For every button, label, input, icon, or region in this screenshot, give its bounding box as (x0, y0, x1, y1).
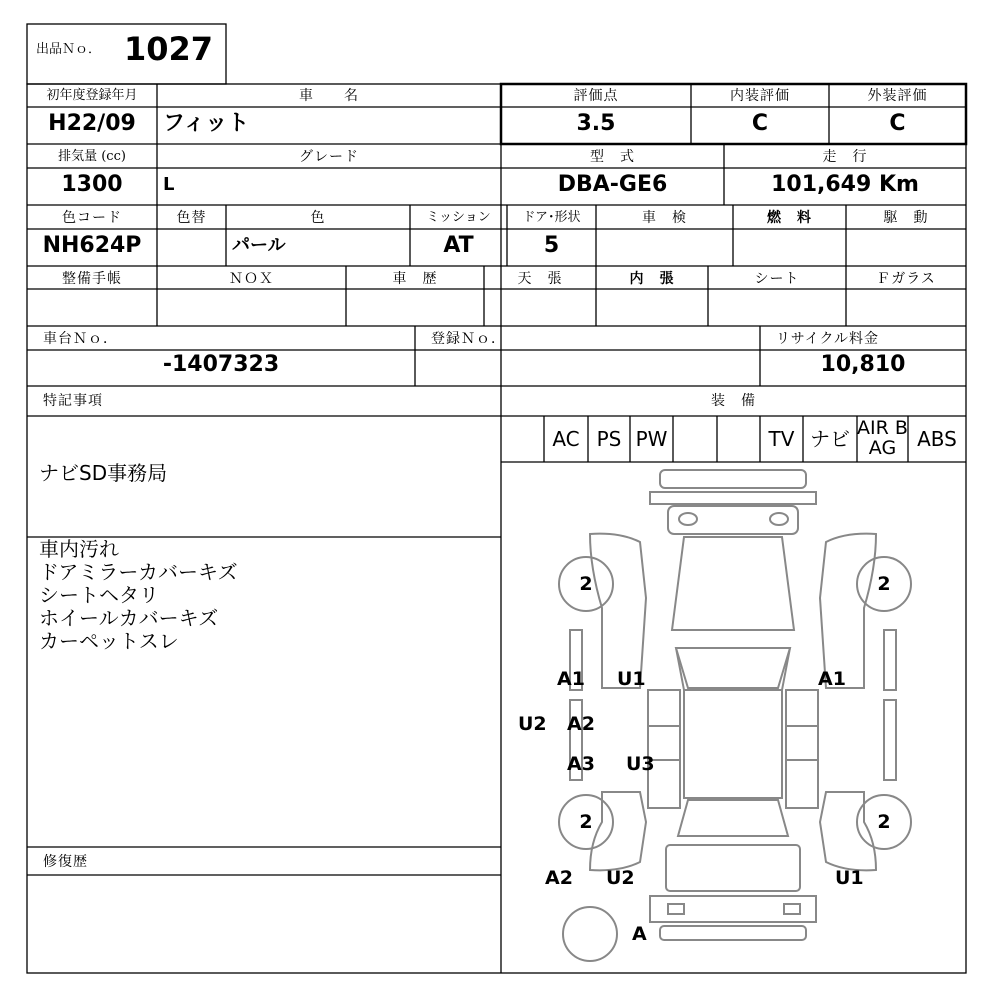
interior-header: 内装評価 (730, 88, 790, 104)
car-name-header: 車 名 (299, 88, 359, 104)
mileage-header: 走 行 (822, 149, 868, 165)
sunroof-header: 天 張 (517, 271, 563, 287)
damage-mark: U1 (617, 668, 646, 690)
transmission-header: ミッション (426, 210, 491, 225)
tire-rear-left-mark: 2 (579, 811, 593, 833)
equipment-ac: AC (552, 427, 580, 451)
first-reg-value: H22/09 (48, 111, 136, 136)
equipment-header: 装 備 (711, 393, 756, 409)
recycle-value: 10,810 (820, 352, 906, 377)
car-name-value: フィット (163, 111, 250, 136)
drive-header: 駆 動 (883, 210, 929, 226)
equipment-abs: ABS (917, 427, 957, 451)
registration-header: 登録Ｎｏ． (431, 331, 506, 347)
damage-mark: A1 (818, 668, 846, 690)
interior-trim-header: 内 張 (629, 271, 675, 287)
f-glass-header: Ｆガラス (876, 271, 936, 287)
fuel-header: 燃 料 (767, 210, 812, 226)
special-notes-text: ナビSD事務局 (39, 461, 168, 485)
damage-mark: A1 (557, 668, 585, 690)
repair-history-header: 修復歴 (43, 854, 88, 870)
interior-value: C (751, 111, 769, 136)
condition-notes (27, 538, 501, 653)
tire-rear-right-mark: 2 (877, 811, 891, 833)
score-value: 3.5 (576, 111, 616, 136)
condition-note-item: 車内汚れ (39, 537, 119, 561)
nox-header: ＮＯＸ (229, 271, 274, 287)
color-change-header: 色替 (176, 210, 207, 226)
mileage-value: 101,649 Km (771, 172, 919, 197)
damage-mark: U2 (518, 713, 547, 735)
exterior-header: 外装評価 (867, 88, 928, 104)
service-book-header: 整備手帳 (62, 271, 122, 287)
model-value: DBA-GE6 (557, 172, 668, 197)
special-notes-header: 特記事項 (43, 393, 103, 409)
displacement-header: 排気量 (cc) (58, 149, 126, 164)
color-code-header: 色コード (62, 210, 122, 226)
damage-mark: A (632, 923, 647, 945)
grade-header: グレード (299, 149, 359, 165)
transmission-value: AT (443, 233, 474, 258)
color-value: パール (232, 235, 286, 256)
seat-header: シート (754, 271, 800, 287)
doors-value: 5 (543, 233, 560, 258)
score-header: 評価点 (573, 88, 619, 104)
tire-front-right-mark: 2 (877, 573, 891, 595)
chassis-value: -1407323 (162, 352, 280, 377)
recycle-header: リサイクル料金 (776, 331, 880, 347)
damage-mark: A2 (545, 867, 573, 889)
exterior-value: C (889, 111, 906, 136)
color-code-value: NH624P (42, 233, 142, 258)
equipment-navi: ナビ (810, 427, 850, 451)
equipment-ps: PS (596, 427, 622, 451)
lot-number: 1027 (124, 30, 214, 68)
equipment-airbag: AIR BAG (857, 417, 908, 459)
displacement-value: 1300 (61, 172, 123, 197)
damage-mark: U2 (606, 867, 635, 889)
condition-note-item: シートヘタリ (39, 583, 159, 607)
condition-note-item: ホイールカバーキズ (39, 606, 219, 630)
lot-label: 出品Ｎｏ． (36, 42, 102, 57)
model-header: 型 式 (590, 149, 635, 165)
first-reg-header: 初年度登録年月 (46, 88, 138, 103)
damage-mark: A2 (567, 713, 595, 735)
condition-note-item: ドアミラーカバーキズ (39, 560, 238, 584)
equipment-pw: PW (635, 427, 668, 451)
equipment-tv: TV (768, 427, 795, 451)
tire-front-left-mark: 2 (579, 573, 593, 595)
history-header: 車 歴 (392, 271, 438, 287)
color-header: 色 (310, 210, 326, 226)
damage-mark: U1 (835, 867, 864, 889)
inspection-header: 車 検 (642, 210, 687, 226)
condition-note-item: カーペットスレ (39, 629, 179, 653)
damage-mark: U3 (626, 753, 655, 775)
doors-header: ドア･形状 (522, 210, 581, 225)
grade-value: L (163, 174, 175, 195)
chassis-header: 車台Ｎｏ． (43, 331, 118, 347)
damage-mark: A3 (567, 753, 595, 775)
